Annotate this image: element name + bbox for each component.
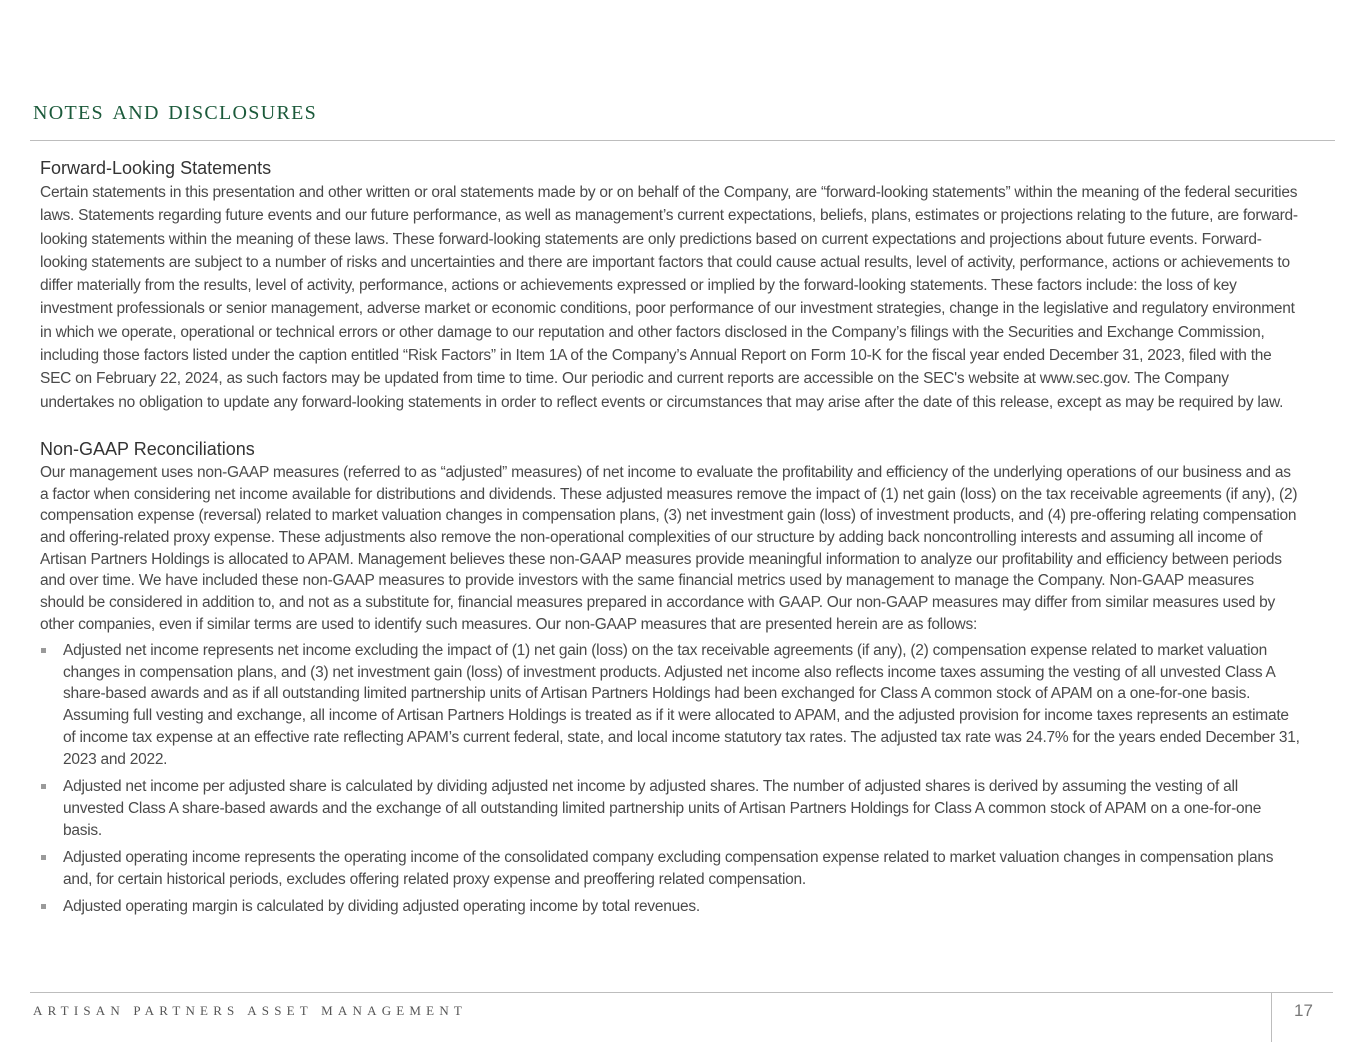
forward-looking-paragraph: Certain statements in this presentation and other written or oral statements made by or on behalf of the Company, are “forward-looking statements” within the meaning of the federal securities laws. Statements regarding future events and our future performance, as well as management’s current expectations, beliefs, plans, estimates or projections relating to the future, are forward-looking statements within the meaning of these laws. These forward-looking statements are only predictions based on current expectations and projections about future events. Forward-looking statements are subject to a number of risks and uncertainties and there are important factors that could cause actual results, level of activity, performance, actions or achievements to differ materially from the results, level of activity, performance, actions or achievements expressed or implied by the forward-looking statements. These factors include: the loss of key investment professionals or senior management, adverse market or economic conditions, poor performance of our investment strategies, change in the legislative and regulatory environment in which we operate, operational or technical errors or other damage to our reputation and other factors disclosed in the Company’s filings with the Securities and Exchange Commission, including those factors listed under the caption entitled “Risk Factors” in Item 1A of the Company’s Annual Report on Form 10-K for the fiscal year ended December 31, 2023, filed with the SEC on February 22, 2024, as such factors may be updated from time to time. Our periodic and current reports are accessible on the SEC's website at www.sec.gov. The Company undertakes no obligation to update any forward-looking statements in order to reflect events or circumstances that may arise after the date of this release, except as may be required by law. <box>40 184 1298 411</box>
footer-brand: ARTISAN PARTNERS ASSET MANAGEMENT <box>33 1003 468 1018</box>
page-title: notes and disclosures <box>33 94 318 126</box>
square-bullet-icon <box>41 855 46 860</box>
page-number: 17 <box>1294 1001 1313 1020</box>
square-bullet-icon <box>41 904 46 909</box>
footer-divider <box>30 992 1333 993</box>
list-item-text: Adjusted operating margin is calculated by dividing adjusted operating income by total revenues. <box>63 897 700 915</box>
section-heading-non-gaap: Non-GAAP Reconciliations <box>40 438 255 459</box>
list-item-text: Adjusted operating income represents the operating income of the consolidated company excluding compensation expense related to market valuation changes in compensation plans and, for certain historical periods, excludes offering related proxy expense and preoffering related compensation. <box>63 848 1274 888</box>
non-gaap-measures-list <box>40 640 1302 918</box>
content-area <box>40 155 1302 922</box>
list-item <box>40 847 1302 891</box>
square-bullet-icon <box>41 784 46 789</box>
square-bullet-icon <box>41 648 46 653</box>
list-item <box>40 896 1302 918</box>
list-item <box>40 640 1302 771</box>
section-heading-forward-looking: Forward-Looking Statements <box>40 158 272 178</box>
title-divider <box>30 140 1335 141</box>
list-item <box>40 776 1302 842</box>
list-item-text: Adjusted net income per adjusted share is calculated by dividing adjusted net income by adjusted shares. The number of adjusted shares is derived by assuming the vesting of all unvested Class A share-based awards and the exchange of all outstanding limited partnership units of Artisan Partners Holdings for Class A common stock of APAM on a one-for-one basis. <box>63 778 1262 839</box>
page-number-divider <box>1271 992 1272 1042</box>
list-item-text: Adjusted net income represents net income excluding the impact of (1) net gain (loss) on the tax receivable agreements (if any), (2) compensation expense related to market valuation changes in compensation plans, and (3) net investment gain (loss) of investment products. Adjusted net income also reflects income taxes assuming the vesting of all unvested Class A share-based awards and as if all outstanding limited partnership units of Artisan Partners Holdings had been exchanged for Class A common stock of APAM on a one-for-one basis. Assuming full vesting and exchange, all income of Artisan Partners Holdings is treated as if it were allocated to APAM, and the adjusted provision for income taxes represents an estimate of income tax expense at an effective rate reflecting APAM’s current federal, state, and local income statutory tax rates. The adjusted tax rate was 24.7% for the years ended December 31, 2023 and 2022. <box>63 641 1300 769</box>
non-gaap-paragraph: Our management uses non-GAAP measures (referred to as “adjusted” measures) of net income to evaluate the profitability and efficiency of the underlying operations of our business and as a factor when considering net income available for distributions and dividends. These adjusted measures remove the impact of (1) net gain (loss) on the tax receivable agreements (if any), (2) compensation expense (reversal) related to market valuation changes in compensation plans, (3) net investment gain (loss) of investment products, and (4) pre-offering relating compensation and offering-related proxy expense. These adjustments also remove the non-operational complexities of our structure by adding back noncontrolling interests and assuming all income of Artisan Partners Holdings is allocated to APAM. Management believes these non-GAAP measures provide meaningful information to analyze our profitability and efficiency between periods and over time. We have included these non-GAAP measures to provide investors with the same financial metrics used by management to manage the Company. Non-GAAP measures should be considered in addition to, and not as a substitute for, financial measures prepared in accordance with GAAP. Our non-GAAP measures may differ from similar measures used by other companies, even if similar terms are used to identify such measures. Our non-GAAP measures that are presented herein are as follows: <box>40 463 1298 633</box>
